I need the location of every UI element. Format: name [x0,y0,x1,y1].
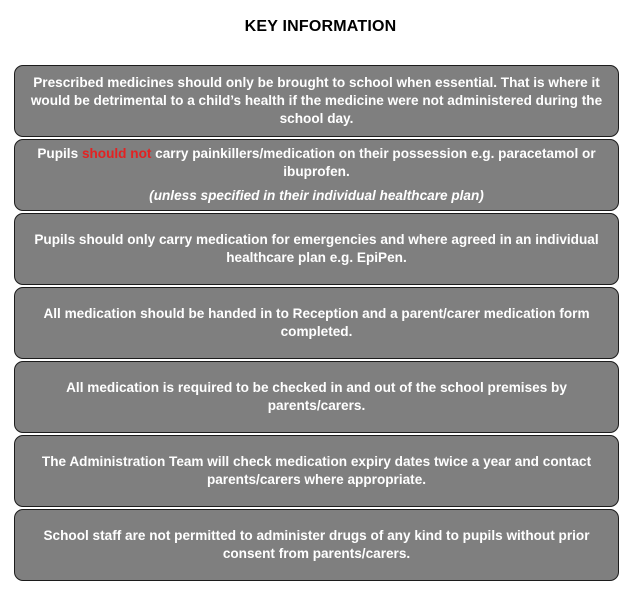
info-text: Prescribed medicines should only be brought to school when essential. That is where it would be detrimental to a child’s health if the medicine were not administered during the school day. [30,75,603,126]
info-text: School staff are not permitted to administer drugs of any kind to pupils without prior consent from parents/carers. [43,528,590,561]
info-box-essential-medicines [14,65,619,137]
healthcare-plan-note: (unless specified in their individual healthcare plan) [149,188,484,203]
info-box-reception-handin [14,287,619,359]
info-box-check-in-out [14,361,619,433]
info-text: Pupils should only carry medication for emergencies and where agreed in an individual healthcare plan e.g. EpiPen. [34,232,599,265]
info-text [23,145,610,181]
info-text-after: carry painkillers/medication on their possession e.g. paracetamol or ibuprofen. [151,146,596,179]
info-box-emergency-medication [14,213,619,285]
emphasis-should-not: should not [81,146,152,161]
info-text-before: Pupils [37,146,82,161]
info-text: The Administration Team will check medication expiry dates twice a year and contact parents/carers where appropriate. [41,454,592,487]
info-text: All medication is required to be checked in and out of the school premises by parents/carers. [66,380,567,413]
info-text: All medication should be handed in to Reception and a parent/carer medication form completed. [43,306,590,339]
info-box-expiry-dates [14,435,619,507]
info-box-painkillers [14,139,619,211]
info-box-staff-consent [14,509,619,581]
page-title: KEY INFORMATION [244,18,397,35]
